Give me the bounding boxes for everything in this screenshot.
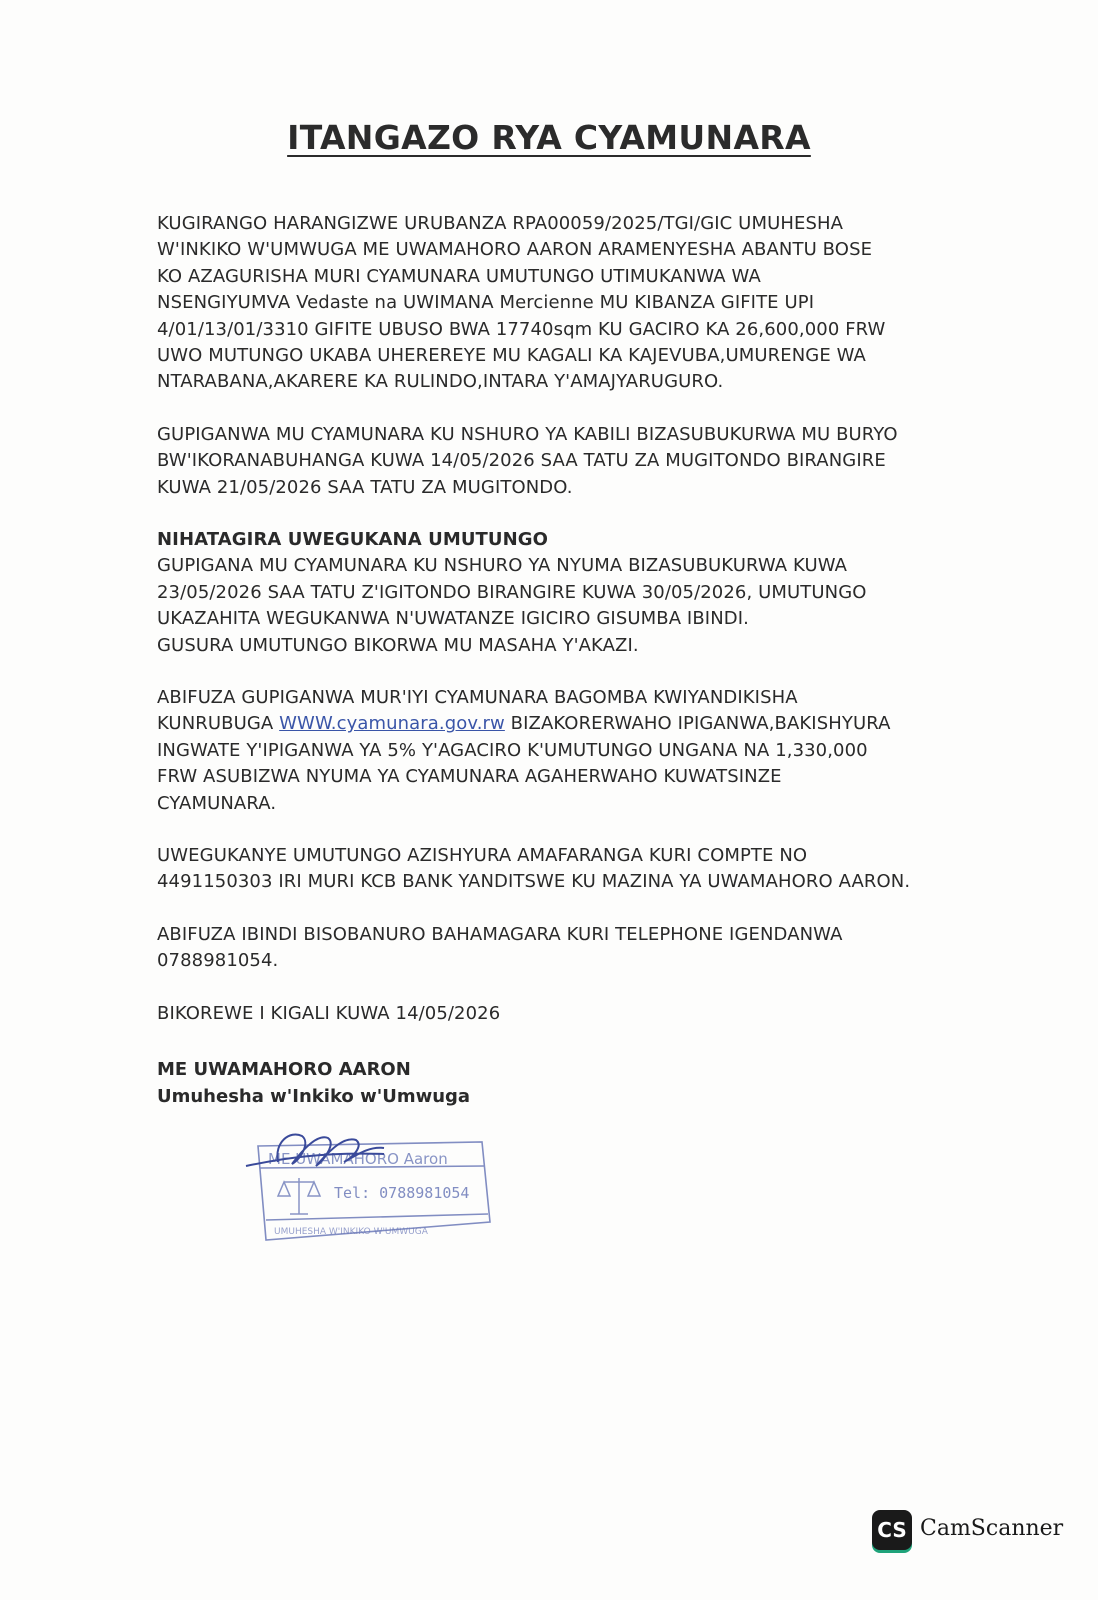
official-stamp	[244, 1128, 494, 1250]
text-line: 4/01/13/01/3310 GIFITE UBUSO BWA 17740sqm KU GACIRO KA 26,600,000 FRW	[157, 318, 886, 340]
text-line: GUPIGANWA MU CYAMUNARA KU NSHURO YA KABILI BIZASUBUKURWA MU BURYO	[157, 424, 898, 445]
text-line: UWEGUKANYE UMUTUNGO AZISHYURA AMAFARANGA KURI COMPTE NO	[157, 845, 808, 866]
text-line: CYAMUNARA.	[157, 792, 277, 814]
section-heading: NIHATAGIRA UWEGUKANA UMUTUNGO	[157, 529, 549, 550]
text-line: KUWA 21/05/2026 SAA TATU ZA MUGITONDO.	[157, 476, 573, 498]
text-line: UKAZAHITA WEGUKANWA N'UWATANZE IGICIRO GISUMBA IBINDI.	[157, 608, 749, 630]
text-line: 4491150303 IRI MURI KCB BANK YANDITSWE KU MAZINA YA UWAMAHORO AARON.	[157, 871, 911, 893]
text-line: GUPIGANA MU CYAMUNARA KU NSHURO YA NYUMA BIZASUBUKURWA KUWA	[157, 555, 848, 577]
text-line: NSENGIYUMVA Vedaste na UWIMANA Mercienne MU KIBANZA GIFITE UPI	[157, 292, 815, 314]
paragraph-5	[157, 843, 917, 896]
text-line: KUNRUBUGA WWW.cyamunara.gov.rw BIZAKORERWAHO IPIGANWA,BAKISHYURA	[157, 713, 891, 735]
paragraph-6	[157, 922, 917, 975]
paragraph-4	[157, 685, 917, 817]
document-title: ITANGAZO RYA CYAMUNARA	[287, 118, 811, 157]
text-line: UWO MUTUNGO UKABA UHEREREYE MU KAGALI KA KAJEVUBA,UMURENGE WA	[157, 345, 866, 367]
paragraph-1	[157, 211, 917, 396]
date-line: BIKOREWE I KIGALI KUWA 14/05/2026	[157, 1003, 501, 1024]
text-line: W'INKIKO W'UMWUGA ME UWAMAHORO AARON ARAMENYESHA ABANTU BOSE	[157, 239, 873, 261]
text-line: 0788981054.	[157, 950, 279, 972]
text-line: INGWATE Y'IPIGANWA YA 5% Y'AGACIRO K'UMUTUNGO UNGANA NA 1,330,000	[157, 739, 868, 761]
signatory-name: ME UWAMAHORO AARON	[157, 1059, 411, 1080]
paragraph-3	[157, 527, 917, 659]
text-line: ABIFUZA IBINDI BISOBANURO BAHAMAGARA KURI TELEPHONE IGENDANWA	[157, 924, 843, 945]
text-line: FRW ASUBIZWA NYUMA YA CYAMUNARA AGAHERWAHO KUWATSINZE	[157, 766, 782, 788]
stamp-line-1: ME UWAMAHORO Aaron	[268, 1150, 448, 1168]
text-line: NTARABANA,AKARERE KA RULINDO,INTARA Y'AMAJYARUGURO.	[157, 371, 724, 393]
paragraph-7	[157, 1001, 917, 1027]
text-line: KO AZAGURISHA MURI CYAMUNARA UMUTUNGO UTIMUKANWA WA	[157, 265, 761, 287]
signatory-role: Umuhesha w'Inkiko w'Umwuga	[157, 1086, 471, 1107]
text-line: KUGIRANGO HARANGIZWE URUBANZA RPA00059/2025/TGI/GIC UMUHESHA	[157, 213, 844, 234]
camscanner-label: CamScanner	[920, 1516, 1064, 1541]
camscanner-logo-icon: CS	[872, 1510, 912, 1550]
paragraph-2	[157, 422, 917, 501]
stamp-line-3: UMUHESHA W'INKIKO W'UMWUGA	[274, 1227, 428, 1237]
scales-of-justice-icon	[278, 1178, 320, 1214]
stamp-line-2: Tel: 0788981054	[334, 1184, 470, 1202]
text-line: ABIFUZA GUPIGANWA MUR'IYI CYAMUNARA BAGOMBA KWIYANDIKISHA	[157, 687, 798, 708]
website-link[interactable]: WWW.cyamunara.gov.rw	[279, 713, 505, 735]
text-line: 23/05/2026 SAA TATU Z'IGITONDO BIRANGIRE KUWA 30/05/2026, UMUTUNGO	[157, 581, 867, 603]
text-line: BW'IKORANABUHANGA KUWA 14/05/2026 SAA TATU ZA MUGITONDO BIRANGIRE	[157, 450, 886, 472]
text-line: GUSURA UMUTUNGO BIKORWA MU MASAHA Y'AKAZI.	[157, 634, 639, 656]
